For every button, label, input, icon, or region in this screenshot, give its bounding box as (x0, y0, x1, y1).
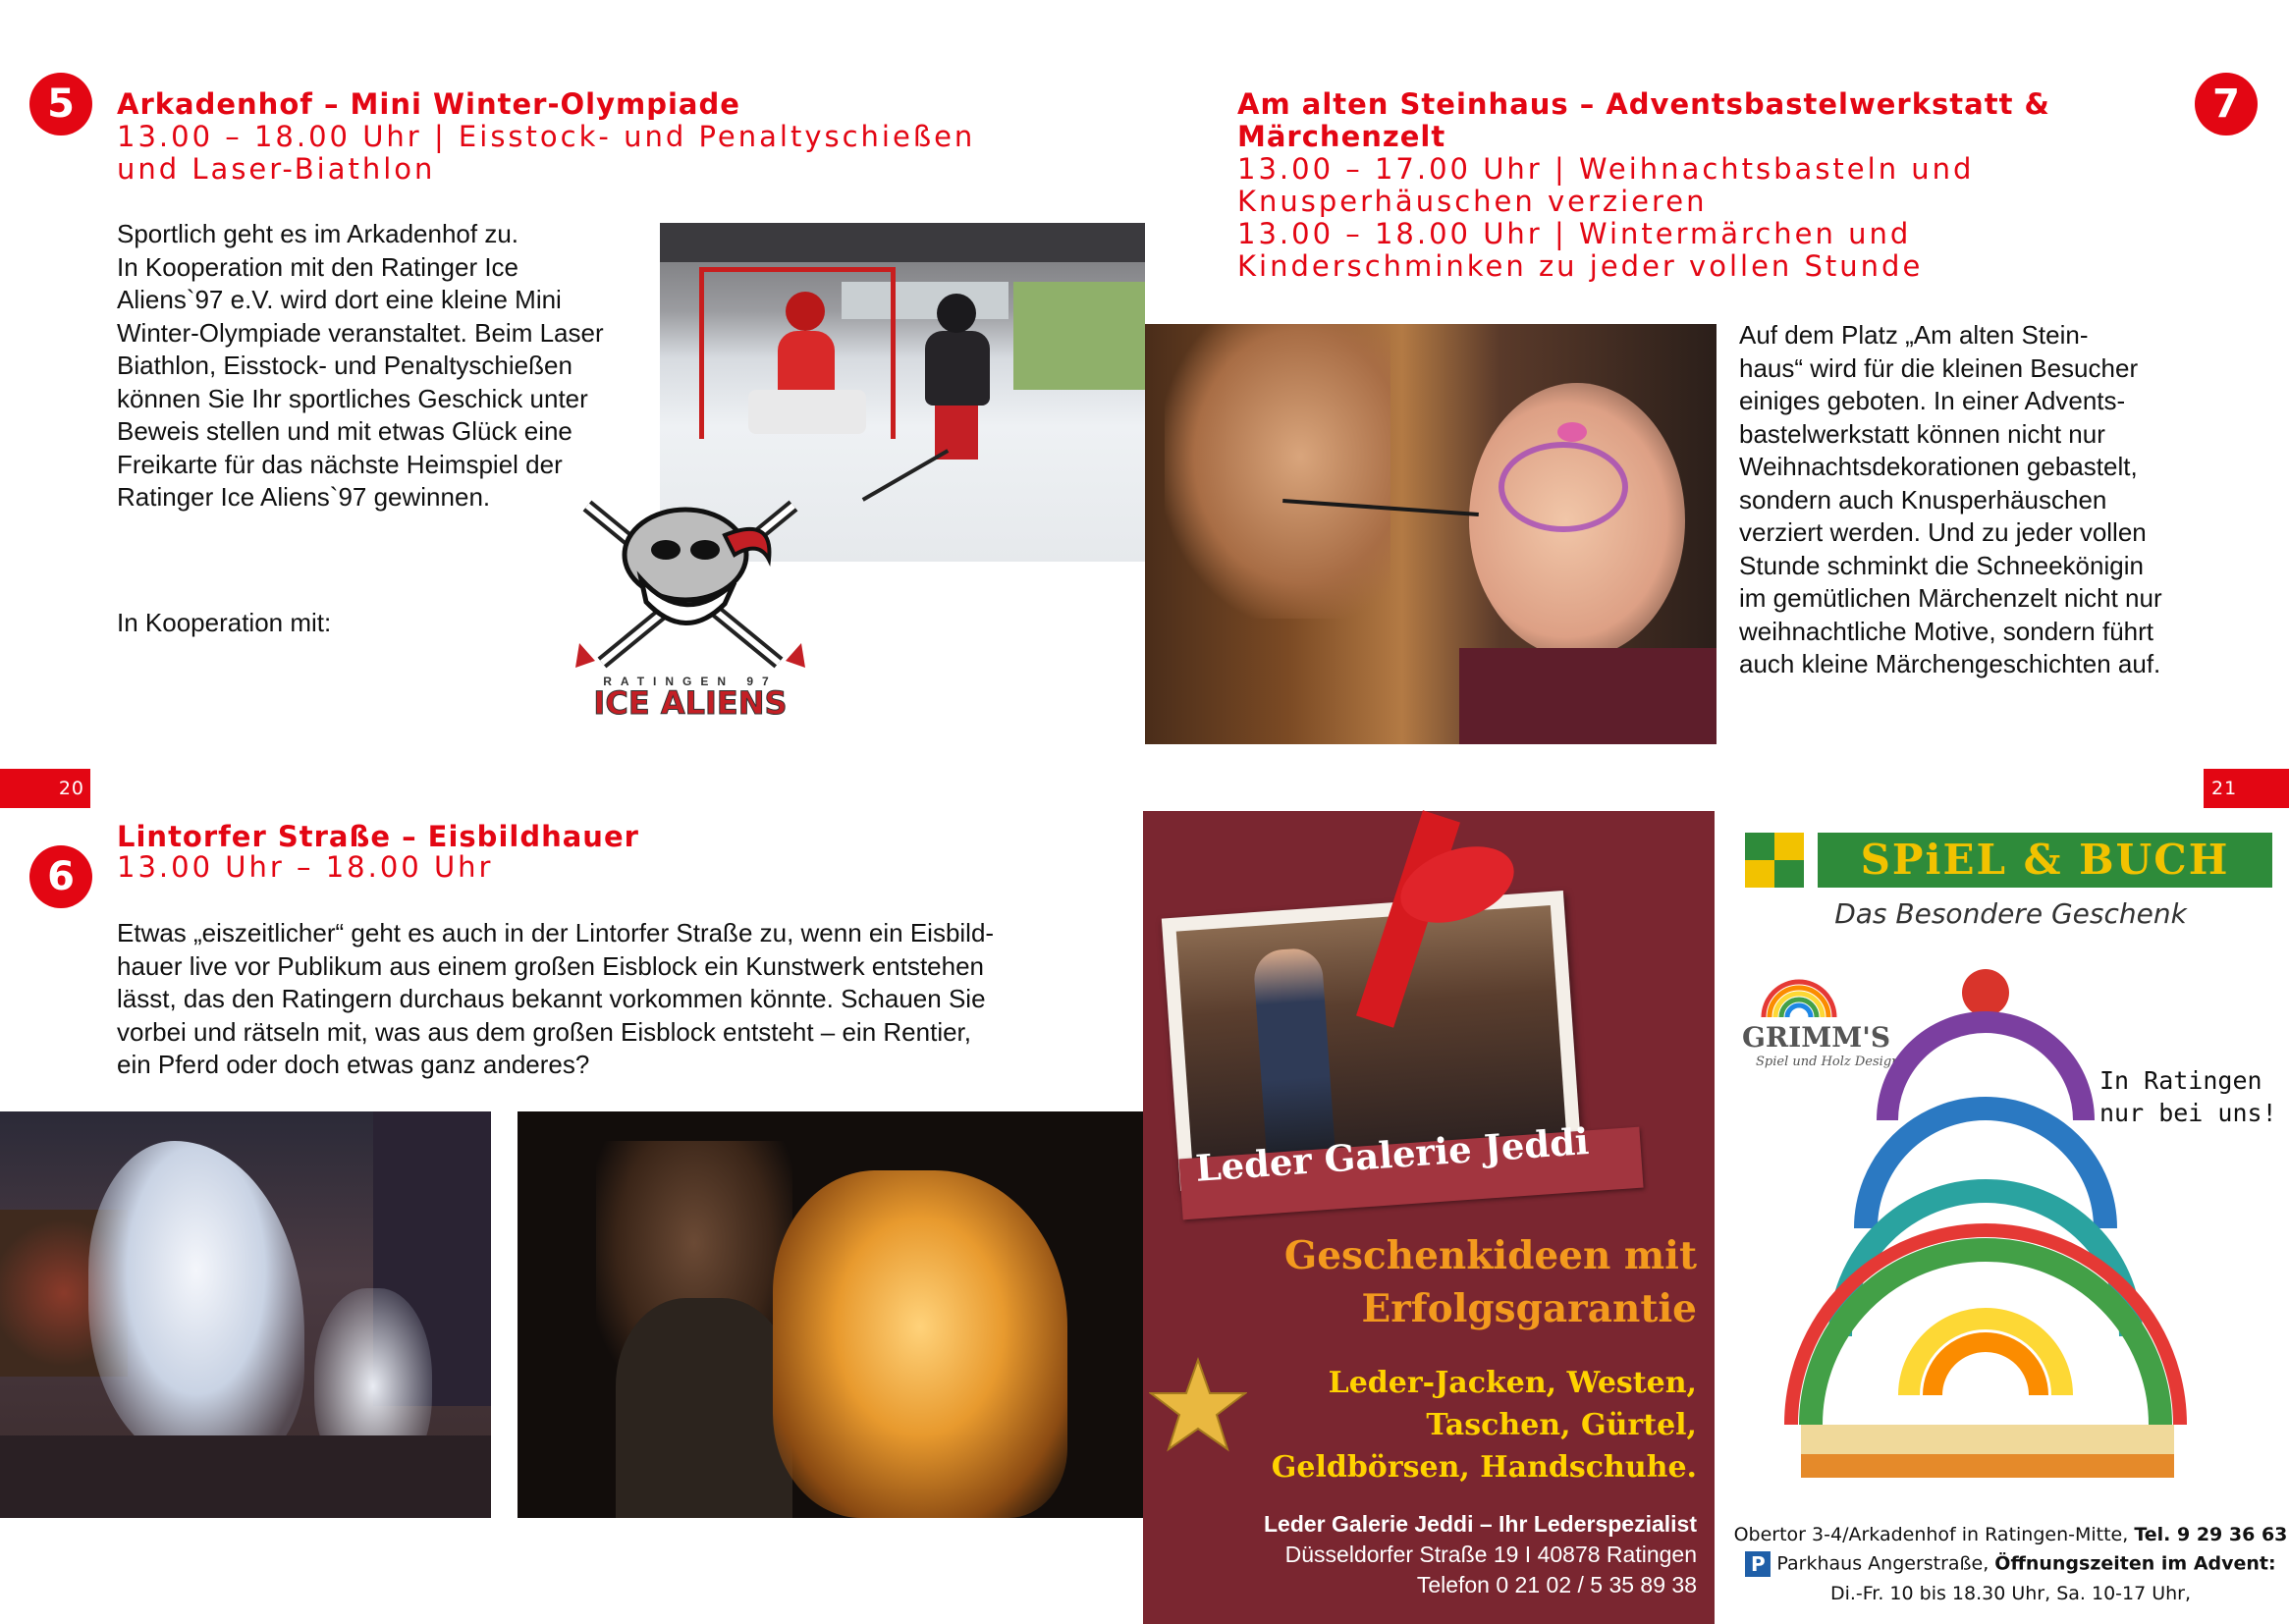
ice-horse-sculpture-photo (0, 1111, 491, 1518)
title-line: Märchenzelt (1237, 120, 1446, 153)
face-painting-photo (1145, 324, 1717, 744)
body-line: verziert werden. Und zu jeder vollen (1739, 517, 2147, 547)
subtitle-line: 13.00 – 18.00 Uhr | Eisstock- und Penaltyschießen (117, 120, 976, 153)
ad-products: Leder-Jacken, Westen, (1328, 1366, 1697, 1400)
body-line: Sportlich geht es im Arkadenhof zu. (117, 219, 519, 248)
body-line: Freikarte für das nächste Heimspiel der (117, 449, 563, 479)
section-body (117, 917, 994, 1082)
title-line: Am alten Steinhaus – Adventsbastelwerkstatt & (1237, 87, 2050, 121)
opening-hours-label: Öffnungszeiten im Advent: (1994, 1552, 2276, 1575)
body-line: Aliens`97 e.V. wird dort eine kleine Mini (117, 285, 562, 314)
brand-tagline: Das Besondere Geschenk (1834, 897, 2187, 930)
body-line: Auf dem Platz „Am alten Stein- (1739, 320, 2089, 350)
body-line: lässt, das den Ratingern durchaus bekannt vorkommen könnte. Schauen Sie (117, 984, 986, 1013)
body-line: können Sie Ihr sportliches Geschick unter (117, 383, 588, 413)
ad-footer-title: Leder Galerie Jeddi – Ihr Lederspezialist (1263, 1511, 1697, 1537)
section-subtitle (1237, 153, 1974, 283)
body-line: vorbei und rätseln mit, was aus dem großen Eisblock entsteht – ein Rentier, (117, 1016, 971, 1047)
body-line: Stunde schminkt die Schneekönigin (1739, 550, 2144, 580)
body-line: Ratinger Ice Aliens`97 gewinnen. (117, 482, 491, 512)
slogan-line: nur bei uns! (2099, 1099, 2277, 1127)
subtitle-line: 13.00 – 18.00 Uhr | Wintermärchen und (1237, 217, 1912, 250)
subtitle-line: Kinderschminken zu jeder vollen Stunde (1237, 249, 1924, 283)
section-title (1237, 88, 2050, 153)
brand-name: SPiEL & BUCH (1818, 833, 2272, 888)
opening-hours: Di.-Fr. 10 bis 18.30 Uhr, Sa. 10-17 Uhr, (1829, 1583, 2192, 1604)
body-line: In Kooperation mit den Ratinger Ice (117, 251, 519, 282)
wooden-rainbow-toy-photo (1771, 963, 2204, 1484)
body-line: sondern auch Knusperhäuschen (1739, 484, 2107, 514)
body-line: hauer live vor Publikum aus einem großen Eisblock ein Kunstwerk entstehen (117, 950, 985, 981)
ad-headline: Erfolgsgarantie (1361, 1286, 1697, 1331)
section-number-badge: 7 (2195, 73, 2258, 135)
section-number-badge: 6 (29, 845, 92, 908)
body-line: Biathlon, Eisstock- und Penaltyschießen (117, 351, 572, 380)
section-body (117, 218, 604, 514)
parking-info (1732, 1551, 2289, 1577)
ad-banner: Leder Galerie Jeddi (1194, 1119, 1591, 1190)
body-line: Winter-Olympiade veranstaltet. Beim Laser (117, 317, 604, 348)
ad-slogan (2099, 1064, 2277, 1129)
body-line: ein Pferd oder doch etwas ganz anderes? (117, 1050, 590, 1079)
section-subtitle: 13.00 Uhr – 18.00 Uhr (117, 850, 494, 884)
logo-wordmark: ICE ALIENS (593, 684, 788, 722)
section-body (1739, 319, 2162, 681)
ad-footer-phone: Telefon 0 21 02 / 5 35 89 38 (1416, 1572, 1697, 1597)
spiel-und-buch-ad (1732, 811, 2289, 1624)
brand-logo-icon (1745, 833, 1804, 888)
page-number-left: 20 (0, 769, 90, 808)
ad-products: Geldbörsen, Handschuhe. (1271, 1450, 1697, 1485)
subtitle-line: und Laser-Biathlon (117, 152, 436, 186)
subtitle-line: 13.00 – 17.00 Uhr | Weihnachtsbasteln und (1237, 152, 1975, 186)
page-number-right: 21 (2204, 769, 2289, 808)
ice-reindeer-sculpture-photo (518, 1111, 1144, 1518)
body-line: weihnachtliche Motive, sondern führt (1739, 616, 2154, 646)
ad-footer-address: Düsseldorfer Straße 19 I 40878 Ratingen (1284, 1542, 1697, 1567)
body-line: Weihnachtsdekorationen gebastelt, (1739, 452, 2138, 481)
grimms-tagline: Spiel und Holz Design (1756, 1055, 1900, 1069)
section-title: Lintorfer Straße – Eisbildhauer (117, 820, 639, 853)
ad-headline: Geschenkideen mit (1283, 1233, 1697, 1278)
parking-icon: P (1745, 1551, 1771, 1577)
section-subtitle (117, 121, 975, 186)
logo-tagline: RATINGEN 97 (603, 675, 778, 688)
leder-galerie-ad (1143, 811, 1715, 1624)
shop-address (1732, 1524, 2289, 1545)
subtitle-line: Knusperhäuschen verzieren (1237, 185, 1708, 218)
body-line: bastelwerkstatt können nicht nur (1739, 418, 2105, 449)
slogan-line: In Ratingen (2099, 1066, 2262, 1095)
ad-products: Taschen, Gürtel, (1426, 1408, 1697, 1442)
section-title: Arkadenhof – Mini Winter-Olympiade (117, 87, 740, 121)
body-line: einiges geboten. In einer Advents- (1739, 386, 2126, 415)
body-line: im gemütlichen Märchenzelt nicht nur (1739, 583, 2162, 613)
body-line: Etwas „eiszeitlicher“ geht es auch in der Lintorfer Straße zu, wenn ein Eisbild- (117, 918, 995, 947)
gold-star-icon (1149, 1356, 1247, 1454)
parking-text: Parkhaus Angerstraße, (1776, 1552, 1995, 1575)
phone-number: Tel. 9 29 36 63 (2134, 1524, 2288, 1545)
cooperation-label: In Kooperation mit: (117, 608, 332, 637)
grimms-logo: GRIMM'S (1742, 1021, 1891, 1054)
body-line: haus“ wird für die kleinen Besucher (1739, 352, 2139, 383)
address-text: Obertor 3-4/Arkadenhof in Ratingen-Mitte, (1733, 1524, 2135, 1545)
ice-aliens-logo (568, 496, 813, 722)
section-number-badge: 5 (29, 73, 92, 135)
body-line: auch kleine Märchengeschichten auf. (1739, 649, 2161, 678)
body-line: Beweis stellen und mit etwas Glück eine (117, 416, 572, 446)
